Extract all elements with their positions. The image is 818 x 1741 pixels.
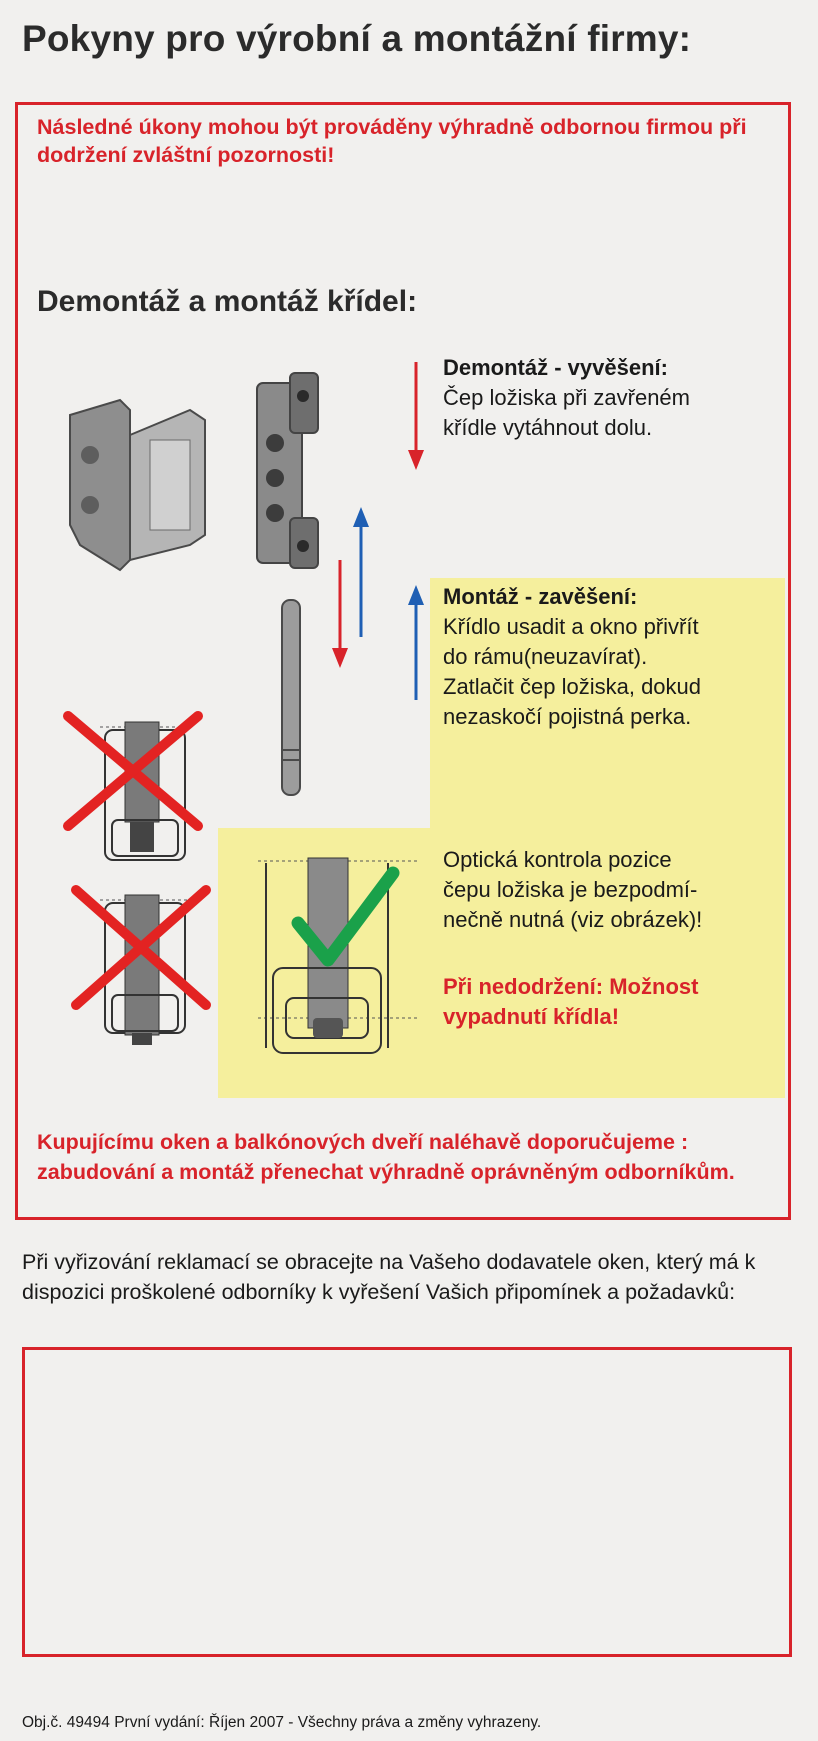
demontaz-heading: Demontáž - vyvěšení: [443, 355, 668, 380]
montaz-heading: Montáž - zavěšení: [443, 584, 638, 609]
warning-text: Následné úkony mohou být prováděny výhradně odbornou firmou při dodržení zvláštní pozornosti! [37, 115, 747, 167]
complaints-text: Při vyřizování reklamací se obracejte na Vašeho dodavatele oken, který má k dispozici proškolené odborníky k vyřešení Vašich připomínek a požadavků: [22, 1250, 756, 1304]
recommendation-text: Kupujícímu oken a balkónových dveří naléhavě doporučujeme : zabudování a montáž přenechat výhradně oprávněným odborníkům. [37, 1130, 735, 1184]
cross-icon [66, 880, 216, 1015]
dealer-stamp-box [22, 1347, 792, 1657]
section-title: Demontáž a montáž křídel: [37, 285, 418, 318]
montaz-line: Zatlačit čep ložiska, dokud [443, 674, 702, 699]
kontrola-warning [443, 972, 698, 1032]
demontaz-line: Čep ložiska při zavřeném [443, 385, 690, 410]
kontrola-warning-line: vypadnutí křídla! [443, 1004, 620, 1029]
cross-icon [58, 706, 208, 836]
hinge-bracket-icon [60, 395, 210, 575]
footer-text: Obj.č. 49494 První vydání: Říjen 2007 - Všechny práva a změny vyhrazeny. [22, 1714, 542, 1731]
montaz-text [443, 612, 701, 732]
arrow-up-icon [351, 507, 371, 637]
page-title: Pokyny pro výrobní a montážní firmy: [22, 18, 692, 59]
hinge-pin-icon [278, 600, 304, 800]
arrow-down-icon [330, 560, 350, 670]
montaz-line: Křídlo usadit a okno přivřít [443, 614, 699, 639]
checkmark-icon [293, 868, 398, 968]
hinge-knuckle-icon [245, 368, 325, 583]
kontrola-warning-line: Při nedodržení: Možnost [443, 974, 699, 999]
kontrola-line: Optická kontrola pozice [443, 847, 672, 872]
montaz-line: nezaskočí pojistná perka. [443, 704, 692, 729]
arrow-up-icon [406, 585, 426, 700]
kontrola-text [443, 845, 702, 935]
arrow-down-icon [406, 362, 426, 472]
montaz-line: do rámu(neuzavírat). [443, 644, 648, 669]
demontaz-text [443, 383, 690, 443]
kontrola-line: nečně nutná (viz obrázek)! [443, 907, 703, 932]
demontaz-line: křídle vytáhnout dolu. [443, 415, 653, 440]
kontrola-line: čepu ložiska je bezpodmí- [443, 877, 698, 902]
